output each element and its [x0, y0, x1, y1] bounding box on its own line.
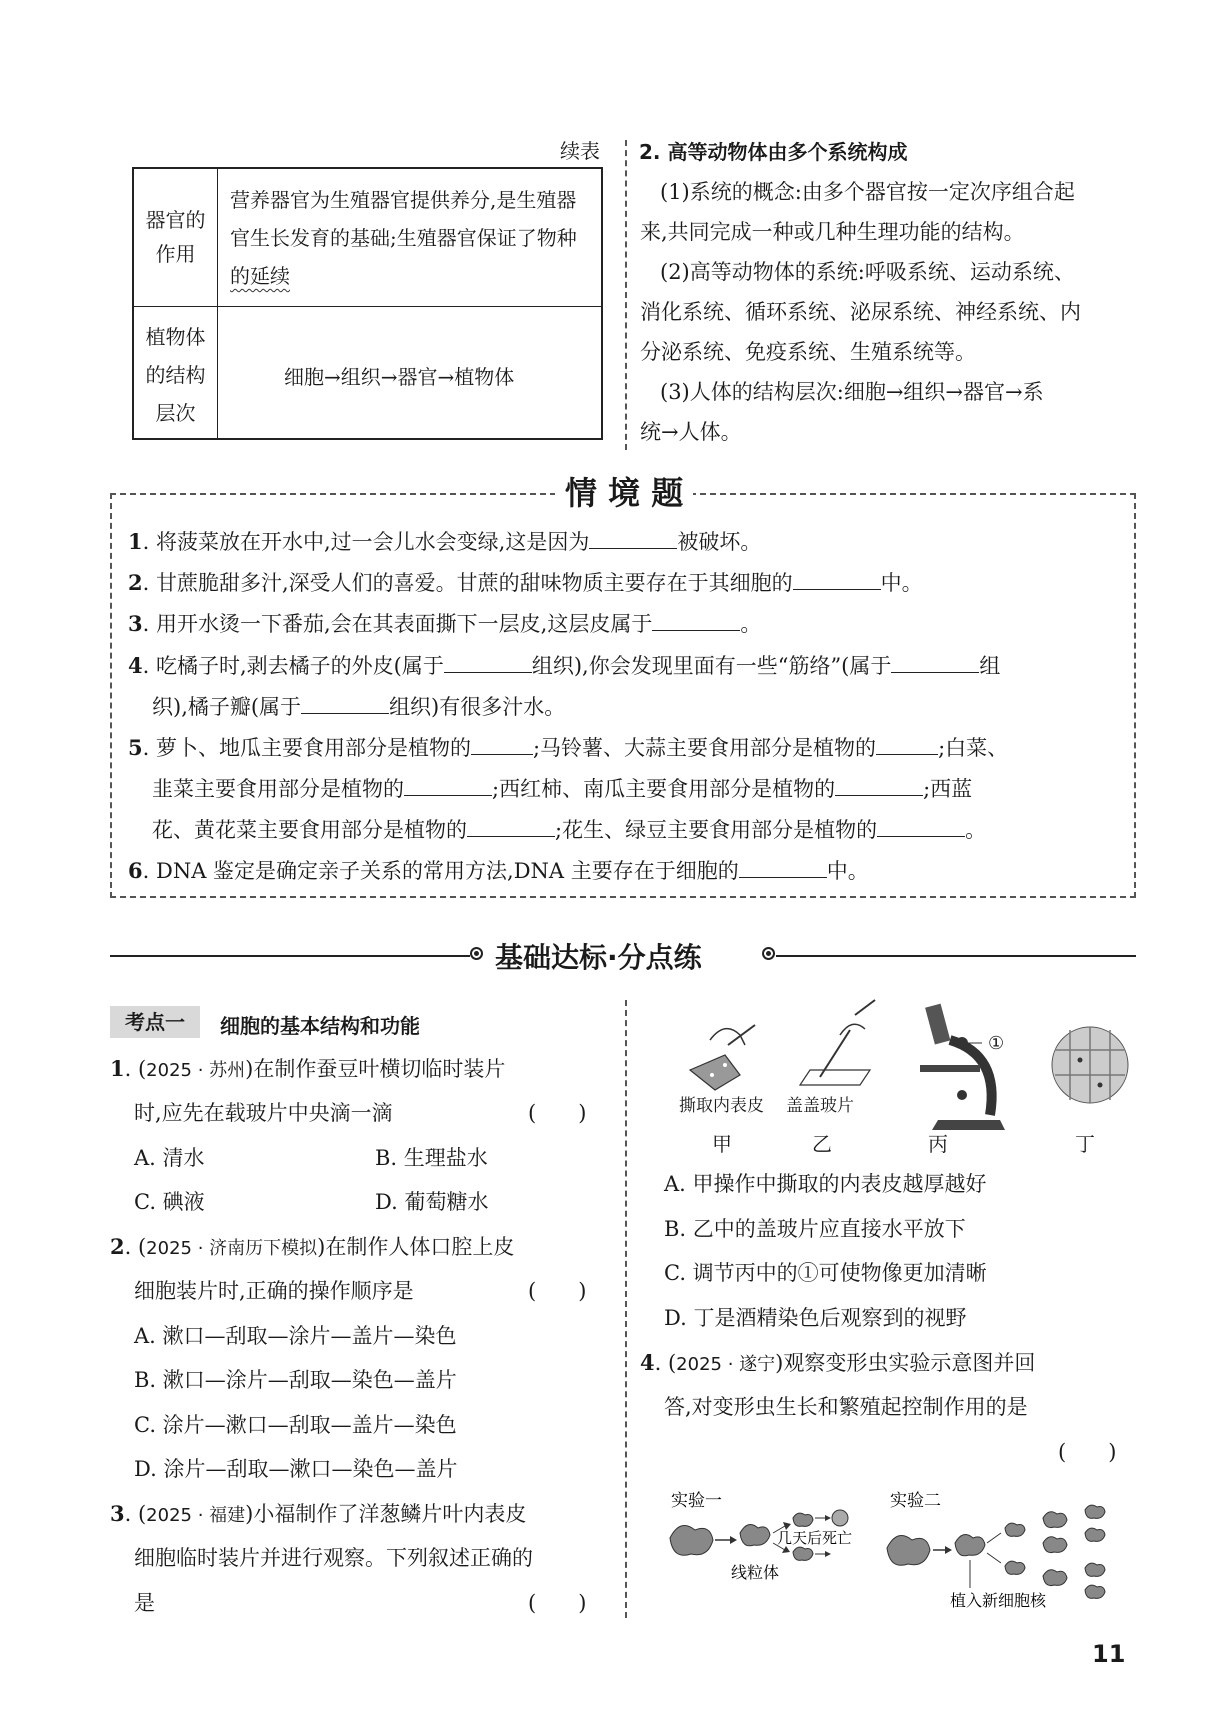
- q3-figure: [670, 995, 1140, 1150]
- answer-blank[interactable]: [876, 732, 938, 755]
- coverslip-illustration: [800, 1000, 875, 1085]
- section-rule-left: [110, 955, 470, 957]
- answer-blank[interactable]: [301, 691, 389, 714]
- option[interactable]: B. 乙中的盖玻片应直接水平放下: [664, 1217, 966, 1241]
- section-title: 基础达标·分点练: [495, 941, 702, 974]
- page-number: 11: [1092, 1640, 1126, 1668]
- label-1: ①: [988, 1033, 1005, 1054]
- answer-blank[interactable]: [793, 567, 881, 590]
- scenario-q5: 5. 萝卜、地瓜主要食用部分是植物的 ;马铃薯、大蒜主要食用部分是植物的 ;白菜、: [128, 732, 1008, 762]
- question-3-cont: 细胞临时装片并进行观察。下列叙述正确的: [134, 1546, 533, 1570]
- answer-blank[interactable]: [652, 608, 740, 631]
- cell-view-illustration: [1052, 1027, 1128, 1103]
- option[interactable]: D. 涂片—刮取—漱口—染色—盖片: [134, 1457, 458, 1481]
- question-2: 2. (2025 · 济南历下模拟)在制作人体口腔上皮: [110, 1234, 515, 1259]
- scenario-q6: 6. DNA 鉴定是确定亲子关系的常用方法,DNA 主要存在于细胞的 中。: [128, 855, 869, 885]
- amoeba-experiment-figure: [665, 1488, 1135, 1618]
- table-row-text: 营养器官为生殖器官提供养分,是生殖器 官生长发育的基础;生殖器官保证了物种 的延续: [230, 188, 577, 288]
- option[interactable]: D. 丁是酒精染色后观察到的视野: [664, 1306, 967, 1330]
- fig-caption: 盖盖玻片: [786, 1096, 854, 1116]
- svg-text:实验二: 实验二: [890, 1491, 941, 1511]
- question-3: 3. (2025 · 福建)小福制作了洋葱鳞片叶内表皮: [110, 1501, 527, 1526]
- answer-paren[interactable]: ( ): [528, 1101, 587, 1125]
- answer-blank[interactable]: [444, 650, 532, 673]
- summary-table: [132, 167, 603, 440]
- option[interactable]: C. 碘液: [134, 1190, 205, 1214]
- answer-blank[interactable]: [891, 650, 979, 673]
- svg-text:植入新细胞核: 植入新细胞核: [950, 1591, 1047, 1610]
- option[interactable]: A. 甲操作中撕取的内表皮越厚越好: [664, 1172, 987, 1196]
- bullseye-icon: [762, 947, 775, 960]
- scenario-q5-cont: 韭菜主要食用部分是植物的 ;西红柿、南瓜主要食用部分是植物的 ;西蓝: [152, 773, 972, 803]
- answer-blank[interactable]: [404, 773, 492, 796]
- fig-caption: 撕取内表皮: [679, 1096, 764, 1116]
- option[interactable]: B. 漱口—涂片—刮取—染色—盖片: [134, 1368, 457, 1392]
- answer-blank[interactable]: [467, 814, 555, 837]
- fig-name: 乙: [812, 1132, 832, 1156]
- question-4: 4. (2025 · 遂宁)观察变形虫实验示意图并回: [640, 1350, 1036, 1375]
- microscope-illustration: [920, 1004, 1005, 1130]
- table-row-head: 植物体 的结构 层次: [145, 325, 206, 425]
- question-1-cont: 时,应先在载玻片中央滴一滴: [134, 1101, 393, 1125]
- svg-text:几天后死亡: 几天后死亡: [777, 1529, 853, 1547]
- kaodian-tag: 考点一: [110, 1006, 200, 1038]
- peeling-illustration: [690, 1025, 755, 1090]
- option[interactable]: D. 葡萄糖水: [375, 1190, 489, 1214]
- answer-paren[interactable]: ( ): [1058, 1440, 1117, 1464]
- question-4-cont: 答,对变形虫生长和繁殖起控制作用的是: [664, 1395, 1028, 1419]
- answer-paren[interactable]: ( ): [528, 1591, 587, 1615]
- answer-blank[interactable]: [589, 526, 677, 549]
- svg-text:实验一: 实验一: [671, 1491, 722, 1511]
- column-divider: [625, 1000, 627, 1618]
- continued-label: 续表: [560, 139, 600, 163]
- fig-name: 丙: [928, 1132, 948, 1156]
- option[interactable]: B. 生理盐水: [375, 1146, 488, 1170]
- option[interactable]: A. 漱口—刮取—涂片—盖片—染色: [134, 1324, 457, 1348]
- question-1: 1. (2025 · 苏州)在制作蚕豆叶横切临时装片: [110, 1056, 506, 1081]
- question-2-cont: 细胞装片时,正确的操作顺序是: [134, 1279, 414, 1303]
- scenario-q5-cont: 花、黄花菜主要食用部分是植物的 ;花生、绿豆主要食用部分是植物的 。: [152, 814, 986, 844]
- answer-blank[interactable]: [739, 855, 827, 878]
- answer-blank[interactable]: [835, 773, 923, 796]
- answer-blank[interactable]: [877, 814, 965, 837]
- scenario-q3: 3. 用开水烫一下番茄,会在其表面撕下一层皮,这层皮属于 。: [128, 608, 761, 638]
- option[interactable]: A. 清水: [134, 1146, 205, 1170]
- table-row-text: 细胞→组织→器官→植物体: [284, 365, 515, 389]
- answer-paren[interactable]: ( ): [528, 1279, 587, 1303]
- fig-name: 丁: [1075, 1132, 1095, 1156]
- section-heading: 2. 高等动物体由多个系统构成: [639, 140, 908, 164]
- question-3-cont: 是: [134, 1591, 155, 1615]
- fig-name: 甲: [712, 1132, 732, 1156]
- bullseye-icon: [470, 947, 483, 960]
- system-text: (1)系统的概念:由多个器官按一定次序组合起 来,共同完成一种或几种生理功能的结构。 (2)高等动物体的系统:呼吸系统、运动系统、 消化系统、循环系统、泌尿系统、神经系统、内 分泌系统、免疫系统、生殖系统等。 (3)人体的结构层次:细胞→组织→器官→系 统→人体。: [640, 180, 1081, 444]
- svg-text:线粒体: 线粒体: [731, 1563, 780, 1582]
- option[interactable]: C. 调节丙中的①可使物像更加清晰: [664, 1261, 987, 1285]
- table-row-head: 器官的 作用: [145, 208, 206, 266]
- scenario-q2: 2. 甘蔗脆甜多汁,深受人们的喜爱。甘蔗的甜味物质主要存在于其细胞的 中。: [128, 567, 923, 597]
- option[interactable]: C. 涂片—漱口—刮取—盖片—染色: [134, 1413, 457, 1437]
- section-rule-right: [776, 955, 1136, 957]
- answer-blank[interactable]: [471, 732, 533, 755]
- scenario-q1: 1. 将菠菜放在开水中,过一会儿水会变绿,这是因为 被破坏。: [128, 526, 761, 556]
- scenario-q4: 4. 吃橘子时,剥去橘子的外皮(属于 组织),你会发现里面有一些“筋络”(属于 组: [128, 650, 1000, 680]
- scenario-q4-cont: 织),橘子瓣(属于 组织)有很多汁水。: [152, 691, 565, 721]
- kaodian-title: 细胞的基本结构和功能: [220, 1014, 420, 1038]
- column-divider: [625, 140, 627, 450]
- scenario-title: 情 境 题: [555, 468, 693, 514]
